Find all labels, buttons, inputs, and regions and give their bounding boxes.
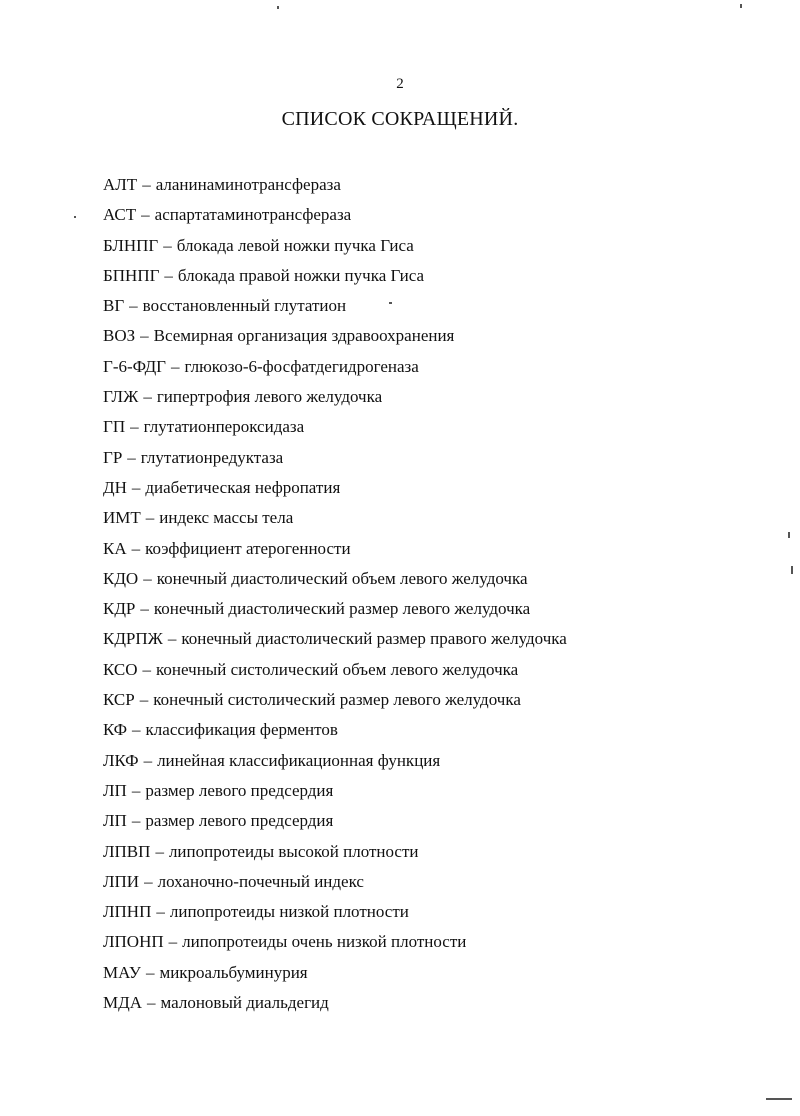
scan-speck xyxy=(74,216,76,218)
abbreviation-definition: липопротеиды низкой плотности xyxy=(169,902,409,922)
abbreviation-item xyxy=(103,715,567,745)
abbreviation-dash: – xyxy=(131,780,141,800)
abbreviation-dash: – xyxy=(127,447,136,467)
abbreviation-item xyxy=(103,746,567,776)
abbreviation-dash: – xyxy=(163,235,172,255)
scan-speck xyxy=(277,6,279,9)
abbreviation-definition: размер левого предсердия xyxy=(145,780,334,800)
abbreviation-term: АЛТ xyxy=(103,175,138,194)
abbreviation-item xyxy=(103,382,567,412)
abbreviation-dash: – xyxy=(131,538,141,558)
abbreviation-item xyxy=(103,958,567,988)
abbreviation-item xyxy=(103,776,567,806)
abbreviation-term: БПНПГ xyxy=(103,265,160,285)
abbreviation-item xyxy=(103,867,567,897)
abbreviation-item xyxy=(103,503,567,533)
abbreviation-dash: – xyxy=(131,477,141,497)
abbreviation-term: ИМТ xyxy=(103,508,141,528)
abbreviation-dash: – xyxy=(140,599,149,619)
abbreviation-list xyxy=(103,170,567,1018)
abbreviation-definition: малоновый диальдегид xyxy=(160,993,329,1013)
abbreviation-term: ГЛЖ xyxy=(103,387,139,407)
abbreviation-definition: липопротеиды очень низкой плотности xyxy=(182,932,467,952)
abbreviation-definition: Всемирная организация здравоохранения xyxy=(153,326,455,346)
abbreviation-term: ГР xyxy=(103,447,123,467)
abbreviation-dash: – xyxy=(131,811,141,831)
abbreviation-item xyxy=(103,927,567,957)
abbreviation-definition: глутатионредуктаза xyxy=(140,447,284,467)
abbreviation-definition: конечный диастолический размер правого желудочка xyxy=(181,629,567,649)
scan-speck xyxy=(788,532,790,538)
abbreviation-dash: – xyxy=(143,750,153,770)
abbreviation-item xyxy=(103,170,567,200)
page-number: 2 xyxy=(396,76,404,92)
abbreviation-definition: блокада левой ножки пучка Гиса xyxy=(176,235,414,255)
abbreviation-item xyxy=(103,988,567,1018)
abbreviation-item xyxy=(103,897,567,927)
abbreviation-term: ЛПИ xyxy=(103,871,140,891)
abbreviation-item xyxy=(103,534,567,564)
abbreviation-term: ЛКФ xyxy=(103,750,139,770)
abbreviation-definition: индекс массы тела xyxy=(159,508,294,528)
abbreviation-term: КДР xyxy=(103,599,136,619)
abbreviation-definition: аспартатаминотрансфераза xyxy=(154,205,352,225)
abbreviation-definition: конечный диастолический объем левого желудочка xyxy=(156,568,528,588)
abbreviation-term: ЛП xyxy=(103,811,127,831)
abbreviation-dash: – xyxy=(145,508,155,528)
abbreviation-item xyxy=(103,624,567,654)
abbreviation-definition: блокада правой ножки пучка Гиса xyxy=(177,265,425,285)
abbreviation-definition: конечный систолический объем левого желудочка xyxy=(156,659,519,679)
abbreviation-dash: – xyxy=(156,902,165,922)
abbreviation-dash: – xyxy=(142,175,151,194)
abbreviation-item xyxy=(103,352,567,382)
abbreviation-definition: гипертрофия левого желудочка xyxy=(156,387,383,407)
abbreviation-definition: микроальбуминурия xyxy=(159,962,308,982)
abbreviation-item xyxy=(103,412,567,442)
abbreviation-term: АСТ xyxy=(103,205,137,225)
abbreviation-dash: – xyxy=(147,993,156,1013)
abbreviation-term: ДН xyxy=(103,477,127,497)
abbreviation-definition: диабетическая нефропатия xyxy=(145,477,341,497)
abbreviation-item xyxy=(103,231,567,261)
abbreviation-dash: – xyxy=(130,417,139,437)
abbreviation-item xyxy=(103,806,567,836)
abbreviation-definition: глутатионпероксидаза xyxy=(143,417,305,437)
abbreviation-term: ВОЗ xyxy=(103,326,136,346)
page-title: СПИСОК СОКРАЩЕНИЙ. xyxy=(281,108,519,130)
abbreviation-term: КА xyxy=(103,538,127,558)
abbreviation-item xyxy=(103,655,567,685)
abbreviation-dash: – xyxy=(164,265,173,285)
abbreviation-item xyxy=(103,685,567,715)
abbreviation-dash: – xyxy=(139,690,149,710)
abbreviation-item xyxy=(103,200,567,230)
abbreviation-definition: размер левого предсердия xyxy=(145,811,334,831)
abbreviation-dash: – xyxy=(132,720,141,740)
abbreviation-definition: аланинаминотрансфераза xyxy=(155,175,341,194)
abbreviation-term: ВГ xyxy=(103,296,125,316)
abbreviation-dash: – xyxy=(145,962,155,982)
abbreviation-term: Г-6-ФДГ xyxy=(103,356,167,376)
abbreviation-item xyxy=(103,594,567,624)
abbreviation-item xyxy=(103,443,567,473)
abbreviation-dash: – xyxy=(143,387,152,407)
abbreviation-definition: восстановленный глутатион xyxy=(142,296,347,316)
scan-speck xyxy=(791,566,793,574)
abbreviation-item xyxy=(103,473,567,503)
abbreviation-term: ГП xyxy=(103,417,126,437)
abbreviation-dash: – xyxy=(129,296,138,316)
abbreviation-dash: – xyxy=(155,841,164,861)
abbreviation-term: КСР xyxy=(103,690,135,710)
abbreviation-term: МДА xyxy=(103,993,142,1013)
abbreviation-term: ЛПНП xyxy=(103,902,152,922)
abbreviation-definition: липопротеиды высокой плотности xyxy=(168,841,419,861)
abbreviation-item xyxy=(103,291,567,321)
abbreviation-dash: – xyxy=(168,932,178,952)
abbreviation-item xyxy=(103,837,567,867)
abbreviation-item xyxy=(103,321,567,351)
abbreviation-item xyxy=(103,261,567,291)
abbreviation-definition: коэффициент атерогенности xyxy=(145,538,351,558)
abbreviation-definition: глюкозо-6-фосфатдегидрогеназа xyxy=(184,356,419,376)
abbreviation-term: ЛПОНП xyxy=(103,932,164,952)
abbreviation-term: ЛП xyxy=(103,780,127,800)
abbreviation-dash: – xyxy=(140,326,149,346)
abbreviation-dash: – xyxy=(142,659,152,679)
abbreviation-dash: – xyxy=(144,871,153,891)
abbreviation-dash: – xyxy=(171,356,180,376)
abbreviation-term: МАУ xyxy=(103,962,141,982)
abbreviation-term: КДРПЖ xyxy=(103,629,163,649)
abbreviation-definition: линейная классификационная функция xyxy=(157,750,441,770)
scan-speck xyxy=(740,4,742,8)
abbreviation-term: КФ xyxy=(103,720,128,740)
abbreviation-term: КДО xyxy=(103,568,139,588)
abbreviation-definition: лоханочно-почечный индекс xyxy=(157,871,364,891)
abbreviation-definition: конечный диастолический размер левого желудочка xyxy=(153,599,531,619)
scan-speck xyxy=(766,1098,792,1100)
abbreviation-term: КСО xyxy=(103,659,138,679)
abbreviation-dash: – xyxy=(143,568,152,588)
abbreviation-definition: классификация ферментов xyxy=(145,720,338,740)
abbreviation-term: ЛПВП xyxy=(103,841,151,861)
abbreviation-term: БЛНПГ xyxy=(103,235,159,255)
scan-speck xyxy=(389,302,392,304)
abbreviation-dash: – xyxy=(167,629,177,649)
abbreviation-definition: конечный систолический размер левого желудочка xyxy=(153,690,521,710)
abbreviation-item xyxy=(103,564,567,594)
abbreviation-dash: – xyxy=(141,205,150,225)
